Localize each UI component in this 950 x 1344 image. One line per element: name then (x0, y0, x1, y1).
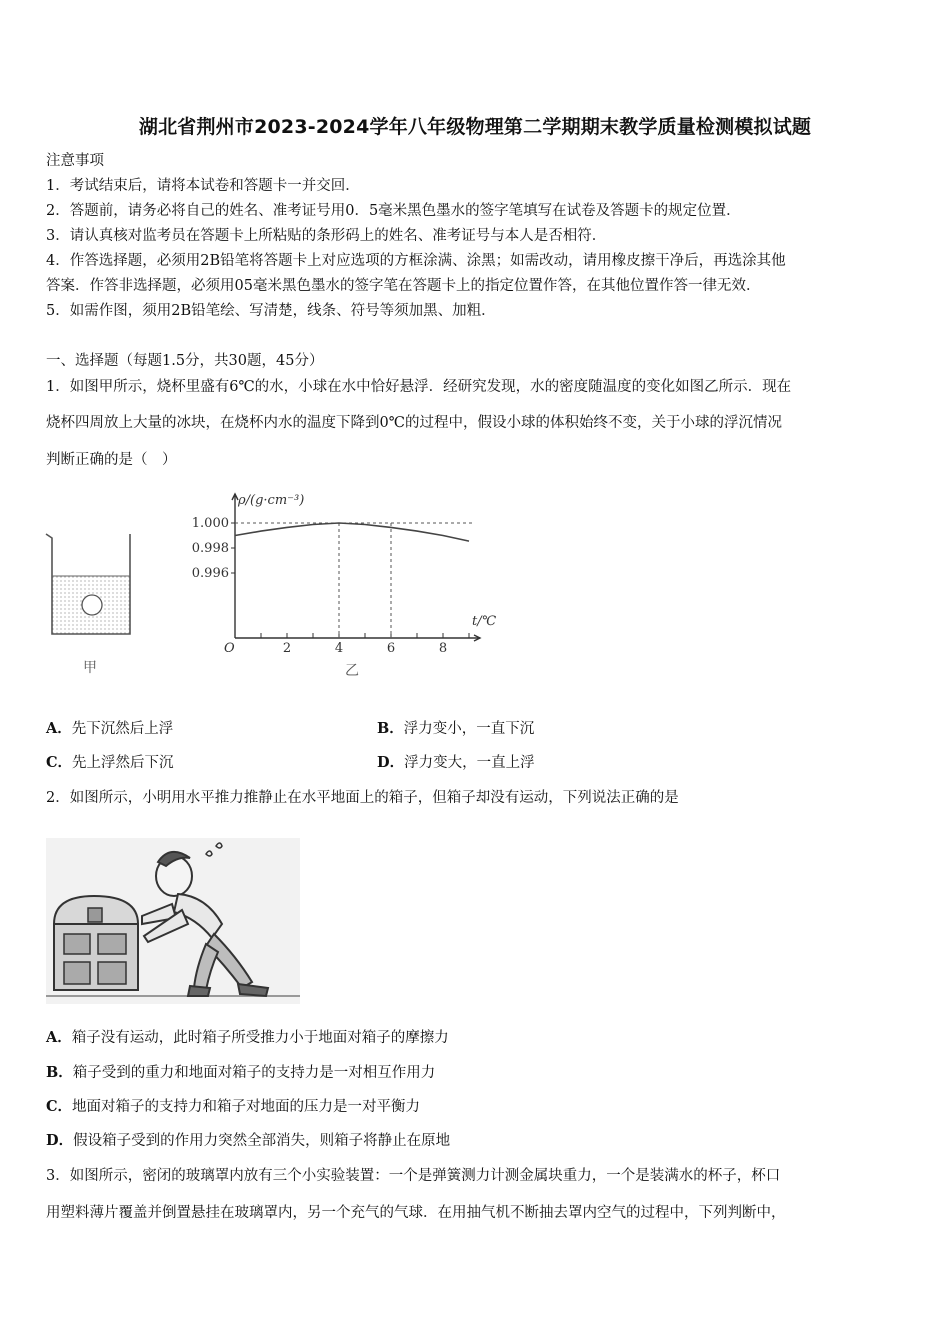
q1-option-a[interactable] (46, 719, 376, 739)
q3-stem-line: 3．如图所示，密闭的玻璃罩内放有三个小实验装置：一个是弹簧测力计测金属块重力，一个是装满水的杯子，杯口 (46, 1168, 781, 1184)
q2-option-d[interactable] (46, 1131, 906, 1151)
y-tick-label: 1.000 (191, 516, 229, 531)
q1-option-c[interactable] (46, 753, 376, 773)
notice-item: 4．作答选择题，必须用2B铅笔将答题卡上对应选项的方框涂满、涂黑；如需改动，请用橡皮擦干净后，再选涂其他 (46, 253, 786, 269)
q1-option-b[interactable] (377, 719, 777, 739)
option-label: C． (46, 1098, 73, 1115)
caption-jia: 甲 (83, 660, 97, 676)
chart-xlabel: t/℃ (472, 614, 497, 629)
option-label: C． (46, 754, 73, 771)
q2-option-c[interactable] (46, 1097, 906, 1117)
option-label: B． (377, 720, 404, 737)
q1-stem-line: 烧杯四周放上大量的冰块，在烧杯内水的温度下降到0℃的过程中，假设小球的体积始终不变，关于小球的浮沉情况 (46, 415, 782, 431)
notice-item: 5．如需作图，须用2B铅笔绘、写清楚，线条、符号等须加黑、加粗． (46, 303, 496, 319)
notice-item: 答案．作答非选择题，必须用05毫米黑色墨水的签字笔在答题卡上的指定位置作答，在其他位置作答一律无效． (46, 278, 761, 294)
y-tick-label: 0.998 (191, 541, 229, 556)
q3-stem-line: 用塑料薄片覆盖并倒置悬挂在玻璃罩内，另一个充气的气球．在用抽气机不断抽去罩内空气的过程中，下列判断中， (46, 1205, 786, 1221)
option-text: 假设箱子受到的作用力突然全部消失，则箱子将静止在原地 (73, 1133, 451, 1149)
notice-heading: 注意事项 (46, 153, 104, 169)
chart-origin: O (224, 641, 235, 656)
beaker-figure (40, 520, 140, 682)
x-tick-label: 4 (334, 641, 344, 656)
q2-option-b[interactable] (46, 1063, 906, 1083)
option-text: 先下沉然后上浮 (71, 721, 174, 737)
option-text: 箱子受到的重力和地面对箱子的支持力是一对相互作用力 (72, 1065, 436, 1081)
x-tick-label: 2 (282, 641, 292, 656)
density-curve (235, 523, 469, 541)
option-label: B． (46, 1064, 73, 1081)
ball (82, 595, 102, 615)
option-label: D． (377, 754, 405, 771)
option-label: A． (46, 1029, 72, 1046)
y-tick-label: 0.996 (191, 566, 229, 581)
x-tick-label: 6 (386, 641, 396, 656)
x-tick-label: 8 (438, 641, 448, 656)
q1-option-d[interactable] (377, 753, 777, 773)
notice-item: 2．答题前，请务必将自己的姓名、准考证号用0．5毫米黑色墨水的签字笔填写在试卷及答题卡的规定位置． (46, 203, 741, 219)
option-text: 浮力变大，一直上浮 (404, 755, 535, 771)
q1-stem-line: 1．如图甲所示，烧杯里盛有6℃的水，小球在水中恰好悬浮．经研究发现，水的密度随温度的变化如图乙所示．现在 (46, 379, 792, 395)
option-text: 浮力变小，一直下沉 (403, 721, 535, 737)
q2-stem: 2．如图所示，小明用水平推力推静止在水平地面上的箱子，但箱子却没有运动，下列说法正确的是 (46, 790, 679, 806)
q1-stem-line: 判断正确的是（ ） (46, 452, 177, 468)
option-text: 地面对箱子的支持力和箱子对地面的压力是一对平衡力 (72, 1099, 421, 1115)
option-text: 先上浮然后下沉 (72, 755, 174, 771)
option-label: A． (46, 720, 72, 737)
caption-yi: 乙 (345, 663, 359, 679)
boy-pushing-box-figure (46, 838, 300, 1004)
page-title: 湖北省荆州市2023-2024学年八年级物理第二学期期末教学质量检测模拟试题 (138, 116, 812, 138)
option-text: 箱子没有运动，此时箱子所受推力小于地面对箱子的摩擦力 (71, 1030, 449, 1046)
treasure-box (54, 896, 138, 990)
section-heading: 一、选择题（每题1.5分，共30题，45分） (46, 353, 324, 369)
notice-item: 3．请认真核对监考员在答题卡上所粘贴的条形码上的姓名、准考证号与本人是否相符． (46, 228, 607, 244)
density-chart (180, 484, 510, 684)
notice-item: 1．考试结束后，请将本试卷和答题卡一并交回． (46, 178, 360, 194)
chart-ylabel: ρ/(g·cm⁻³) (238, 493, 305, 508)
q2-option-a[interactable] (46, 1028, 906, 1048)
option-label: D． (46, 1132, 74, 1149)
